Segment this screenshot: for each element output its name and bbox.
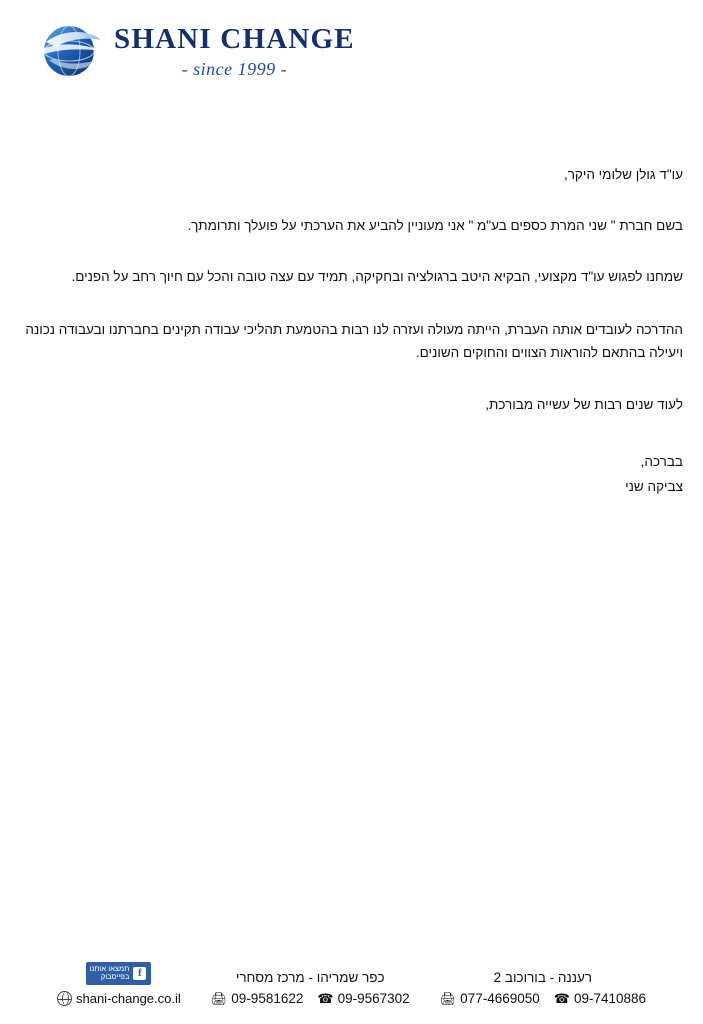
facebook-badge-line2: בפייסבוק [100, 972, 130, 982]
facebook-badge[interactable] [86, 962, 151, 985]
facebook-icon: f [133, 967, 146, 980]
branch-title: כפר שמריהו - מרכז מסחרי [235, 970, 385, 985]
footer-branch-raanana [440, 970, 646, 1006]
letter-closing-wish: לעוד שנים רבות של עשייה מבורכת, [485, 397, 683, 413]
letter-paragraph-1: בשם חברת " שני המרת כספים בע"מ " אני מעוניין להביע את הערכתי על פועלך ותרומתך. [187, 217, 683, 233]
letter-signer-name: צביקה שני [625, 478, 683, 494]
branch-phones [440, 991, 646, 1006]
brand-since-tagline: - since 1999 - [181, 58, 288, 79]
branch-title: רעננה - בורוכוב 2 [493, 970, 593, 985]
phone-number: 09-9567302 [337, 991, 410, 1006]
phone-entry[interactable] [554, 991, 646, 1006]
globe-icon [57, 991, 72, 1006]
footer-branch-kfar-shmaryahu [211, 970, 410, 1006]
fax-number: 077-4669050 [460, 991, 540, 1006]
facebook-badge-line1: תמצאו אותנו [89, 963, 130, 973]
letterhead [38, 18, 355, 84]
fax-icon: 🖨 [439, 991, 457, 1006]
fax-entry[interactable] [211, 991, 304, 1006]
brand-name: SHANI CHANGE [114, 23, 355, 56]
footer [0, 962, 703, 1006]
letter-signoff: בברכה, [640, 453, 683, 469]
fax-icon: 🖨 [210, 991, 228, 1006]
letter-salutation: עו"ד גולן שלומי היקר, [563, 167, 683, 182]
phone-icon: ☎ [553, 991, 570, 1006]
website-url: shani-change.co.il [75, 991, 181, 1006]
branch-phones [211, 991, 410, 1006]
website-link[interactable] [57, 991, 181, 1006]
letter-paragraph-3: ההדרכה לעובדים אותה העברת, הייתה מעולה ועזרה לנו רבות בהטמעת תהליכי עבודה תקינים בחברתנו ובעבודה נכונה ויעילה בהתאם להוראות הצווים והחוקים השונים. [25, 321, 683, 361]
signature-block [20, 452, 683, 498]
phone-number: 09-7410886 [573, 991, 647, 1006]
fax-entry[interactable] [440, 991, 540, 1006]
letter-paragraph-2: שמחנו לפגוש עו"ד מקצועי, הבקיא היטב ברגולציה ובחקיקה, תמיד עם עצה טובה והכל עם חיוך רחב על הפנים. [71, 268, 683, 284]
globe-swoosh-logo-icon [38, 18, 104, 84]
phone-entry[interactable] [317, 991, 409, 1006]
letter-body [20, 165, 683, 502]
footer-web-column [57, 962, 181, 1006]
phone-icon: ☎ [317, 991, 334, 1006]
brand-block [114, 22, 355, 79]
fax-number: 09-9581622 [231, 991, 304, 1006]
